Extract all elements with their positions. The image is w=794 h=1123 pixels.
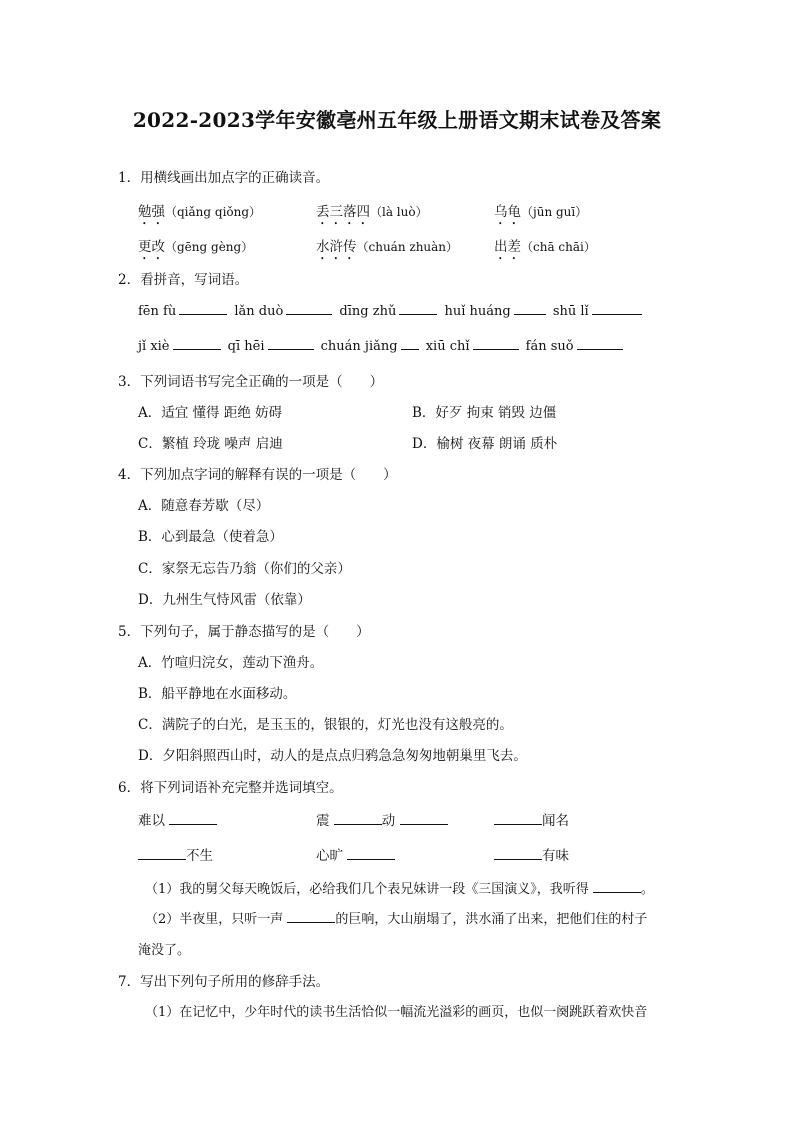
option-d[interactable]: D．九州生气恃风雷（依靠） xyxy=(138,592,311,608)
answer-blank[interactable] xyxy=(592,303,642,315)
answer-blank[interactable] xyxy=(593,881,641,893)
answer-blank[interactable] xyxy=(286,303,332,315)
question-4-stem: 4．下列加点字词的解释有误的一项是（ ） xyxy=(118,467,397,483)
q1-item xyxy=(138,200,261,228)
q6-word-blank xyxy=(316,844,395,864)
word-text: 不生 xyxy=(186,848,213,864)
answer-blank[interactable] xyxy=(577,338,623,350)
q1-pinyin: （jūn guī） xyxy=(521,205,588,219)
option-d[interactable]: D．夕阳斜照西山时，动人的是点点归鸦急急匆匆地朝巢里飞去。 xyxy=(138,748,527,764)
question-2-stem: 2．看拼音，写词语。 xyxy=(118,272,249,288)
sentence-text: （1）我的舅父每天晚饭后，必给我们几个表兄妹讲一段《三国演义》，我听得 xyxy=(145,882,589,897)
pinyin: xiū chǐ xyxy=(425,339,470,354)
q2-row-2 xyxy=(138,338,626,354)
q1-pinyin: （chā chāi） xyxy=(521,240,596,254)
option-b[interactable]: B．好歹 拘束 销毁 边僵 xyxy=(412,405,557,421)
q6-word-blank xyxy=(494,844,569,864)
answer-blank[interactable] xyxy=(347,848,395,860)
q1-word: 丢三落四 xyxy=(316,204,370,220)
page-title: 2022-2023学年安徽亳州五年级上册语文期末试卷及答案 xyxy=(132,108,662,132)
option-a[interactable]: A．随意春芳歇（尽） xyxy=(138,498,270,514)
q2-row-1 xyxy=(138,303,645,319)
word-text: 闻名 xyxy=(542,813,569,829)
q1-item xyxy=(316,200,428,228)
q1-item xyxy=(138,235,253,263)
answer-blank[interactable] xyxy=(169,813,217,825)
question-3-stem: 3．下列词语书写完全正确的一项是（ ） xyxy=(118,374,384,390)
pinyin: chuán jiǎng xyxy=(320,339,398,354)
pinyin: huǐ huáng xyxy=(444,304,511,319)
q6-word-blank xyxy=(494,809,569,829)
option-b[interactable]: B．心到最急（使着急） xyxy=(138,529,283,545)
answer-blank[interactable] xyxy=(334,813,382,825)
sentence-text: （2）半夜里，只听一声 xyxy=(145,912,284,927)
q1-item xyxy=(494,200,587,228)
q6-sentence-1 xyxy=(145,878,654,897)
answer-blank[interactable] xyxy=(179,303,227,315)
word-text: 心旷 xyxy=(316,848,343,864)
word-text: 有味 xyxy=(542,848,569,864)
answer-blank[interactable] xyxy=(514,303,546,315)
sentence-end: 。 xyxy=(640,882,654,897)
answer-blank[interactable] xyxy=(173,338,221,350)
option-c[interactable]: C．家祭无忘告乃翁（你们的父亲） xyxy=(138,561,351,577)
answer-blank[interactable] xyxy=(138,848,186,860)
q1-word: 更改 xyxy=(138,239,165,255)
q6-word-blank xyxy=(316,809,448,829)
q7-sentence-1: （1）在记忆中，少年时代的读书生活恰似一幅流光溢彩的画页，也似一阕跳跃着欢快音 xyxy=(145,1005,648,1020)
q1-pinyin: （gēng gèng） xyxy=(165,240,254,254)
q1-item xyxy=(316,235,458,263)
word-text: 动 xyxy=(381,813,396,829)
pinyin: fán suǒ xyxy=(525,339,574,354)
pinyin: fēn fù xyxy=(138,304,177,319)
pinyin: dīng zhǔ xyxy=(339,304,397,319)
q1-item xyxy=(494,235,596,263)
answer-blank[interactable] xyxy=(401,338,419,350)
word-text: 难以 xyxy=(138,813,165,829)
q1-pinyin: （là luò） xyxy=(370,205,428,219)
q6-word-blank xyxy=(138,809,217,829)
answer-blank[interactable] xyxy=(268,338,314,350)
question-6-stem: 6．将下列词语补充完整并选词填空。 xyxy=(118,780,343,796)
answer-blank[interactable] xyxy=(473,338,519,350)
answer-blank[interactable] xyxy=(400,813,448,825)
pinyin: shū lǐ xyxy=(552,304,589,319)
option-c[interactable]: C．繁植 玲珑 噪声 启迪 xyxy=(138,436,283,452)
pinyin: qī hēi xyxy=(227,339,265,354)
question-5-stem: 5．下列句子，属于静态描写的是（ ） xyxy=(118,624,370,640)
option-b[interactable]: B．船平静地在水面移动。 xyxy=(138,686,297,702)
q6-word-blank xyxy=(138,844,213,864)
q1-pinyin: （qiǎng qiǒng） xyxy=(165,205,262,219)
word-text: 震 xyxy=(316,813,330,829)
q1-word: 出差 xyxy=(494,239,521,255)
answer-blank[interactable] xyxy=(399,303,437,315)
option-a[interactable]: A．适宜 懂得 距绝 妨碍 xyxy=(138,405,283,421)
q1-word: 乌龟 xyxy=(494,204,521,220)
q1-pinyin: （chuán zhuàn） xyxy=(356,240,459,254)
q6-sentence-2 xyxy=(145,908,647,927)
question-1-stem: 1．用横线画出加点字的正确读音。 xyxy=(118,170,330,186)
answer-blank[interactable] xyxy=(494,813,542,825)
option-c[interactable]: C．满院子的白光，是玉玉的，银银的，灯光也没有这般亮的。 xyxy=(138,717,513,733)
q1-word: 水浒传 xyxy=(316,239,357,255)
pinyin: jǐ xiè xyxy=(138,339,170,354)
q1-word: 勉强 xyxy=(138,204,165,220)
question-7-stem: 7．写出下列句子所用的修辞手法。 xyxy=(118,974,330,990)
option-d[interactable]: D．榆树 夜幕 朗诵 质朴 xyxy=(412,436,558,452)
answer-blank[interactable] xyxy=(287,911,335,923)
option-a[interactable]: A．竹喧归浣女，莲动下渔舟。 xyxy=(138,655,324,671)
sentence-text: 的巨响，大山崩塌了，洪水涌了出来，把他们住的村子 xyxy=(335,912,648,927)
answer-blank[interactable] xyxy=(494,848,542,860)
q6-sentence-2-cont: 淹没了。 xyxy=(138,943,191,958)
pinyin: lǎn duò xyxy=(234,304,284,319)
